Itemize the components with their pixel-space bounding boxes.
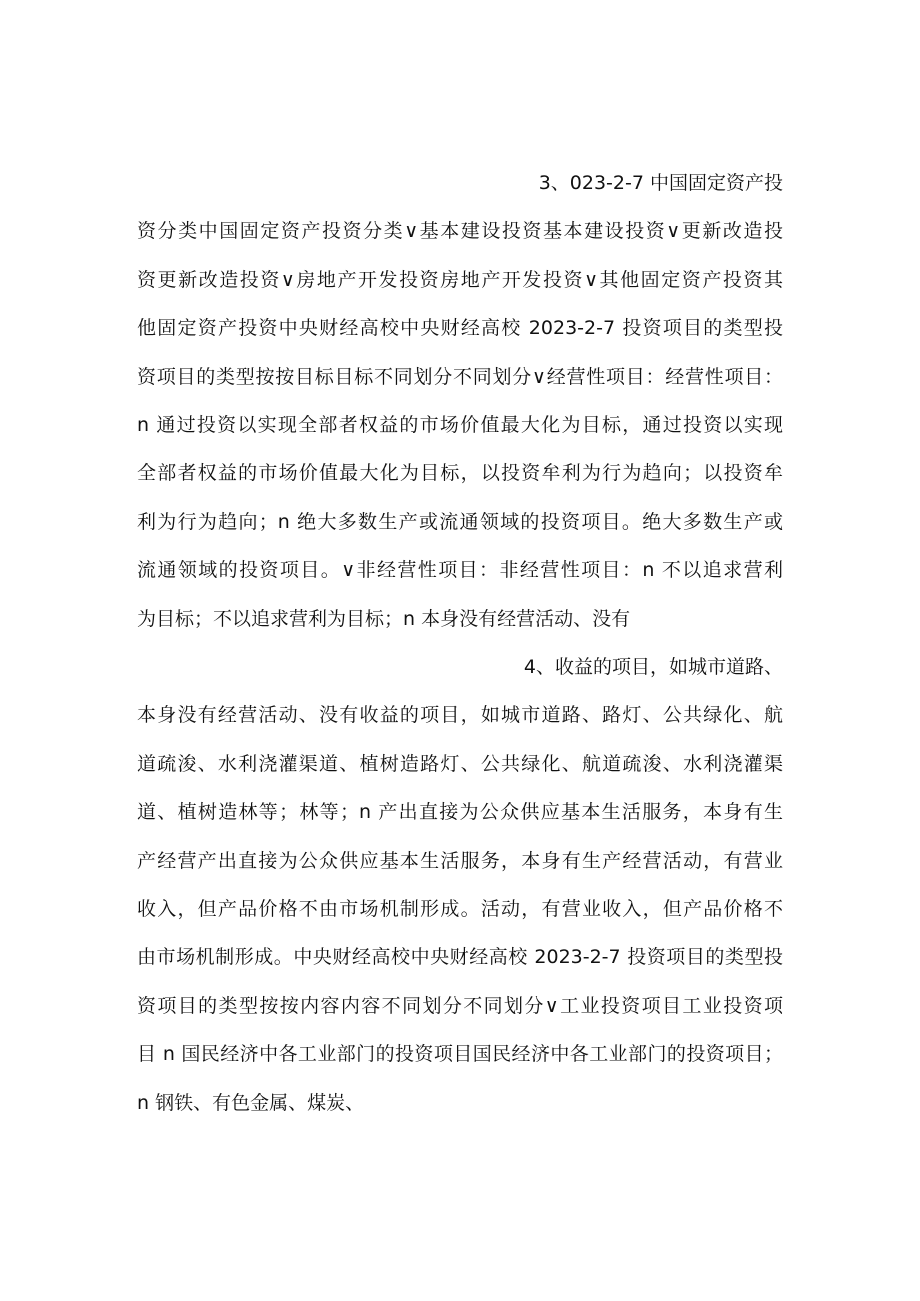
body-line-last: 为目标；不以追求营利为目标；n 本身没有经营活动、没有 <box>137 607 631 630</box>
body-line: n 通过投资以实现全部者权益的市场价值最大化为目标，通过投资以实现 <box>137 413 783 436</box>
body-line: 利为行为趋向；n 绝大多数生产或流通领域的投资项目。绝大多数生产或 <box>137 510 783 533</box>
body-line: 目 n 国民经济中各工业部门的投资项目国民经济中各工业部门的投资项目； <box>137 1043 783 1066</box>
body-line: 流通领域的投资项目。∨非经营性项目：非经营性项目：n 不以追求营利 <box>137 559 783 582</box>
body-line: 全部者权益的市场价值最大化为目标，以投资牟利为行为趋向；以投资牟 <box>137 462 783 485</box>
body-line: 他固定资产投资中央财经高校中央财经高校 2023-2-7 投资项目的类型投 <box>137 317 783 340</box>
body-line: 资分类中国固定资产投资分类∨基本建设投资基本建设投资∨更新改造投 <box>137 220 783 243</box>
body-line: 由市场机制形成。中央财经高校中央财经高校 2023-2-7 投资项目的类型投 <box>137 946 783 969</box>
body-line: 资项目的类型按按内容内容不同划分不同划分∨工业投资项目工业投资项 <box>137 994 783 1017</box>
section-heading-line: 4、收益的项目，如城市道路、 <box>523 656 783 678</box>
body-line: 资项目的类型按按目标目标不同划分不同划分∨经营性项目：经营性项目： <box>137 365 783 388</box>
body-line: 资更新改造投资∨房地产开发投资房地产开发投资∨其他固定资产投资其 <box>137 268 783 291</box>
body-line: 收入，但产品价格不由市场机制形成。活动，有营业收入，但产品价格不 <box>137 897 783 920</box>
section-heading-line: 3、023-2-7 中国固定资产投 <box>538 172 783 194</box>
body-line: 道疏浚、水利浇灌渠道、植树造路灯、公共绿化、航道疏浚、水利浇灌渠 <box>137 752 783 775</box>
body-line-last: n 钢铁、有色金属、煤炭、 <box>137 1091 365 1114</box>
body-line: 产经营产出直接为公众供应基本生活服务，本身有生产经营活动，有营业 <box>137 849 783 872</box>
body-line: 本身没有经营活动、没有收益的项目，如城市道路、路灯、公共绿化、航 <box>137 704 783 727</box>
body-line: 道、植树造林等；林等；n 产出直接为公众供应基本生活服务，本身有生 <box>137 801 783 824</box>
text-section-2 <box>137 648 783 1132</box>
text-section-1 <box>137 164 783 648</box>
